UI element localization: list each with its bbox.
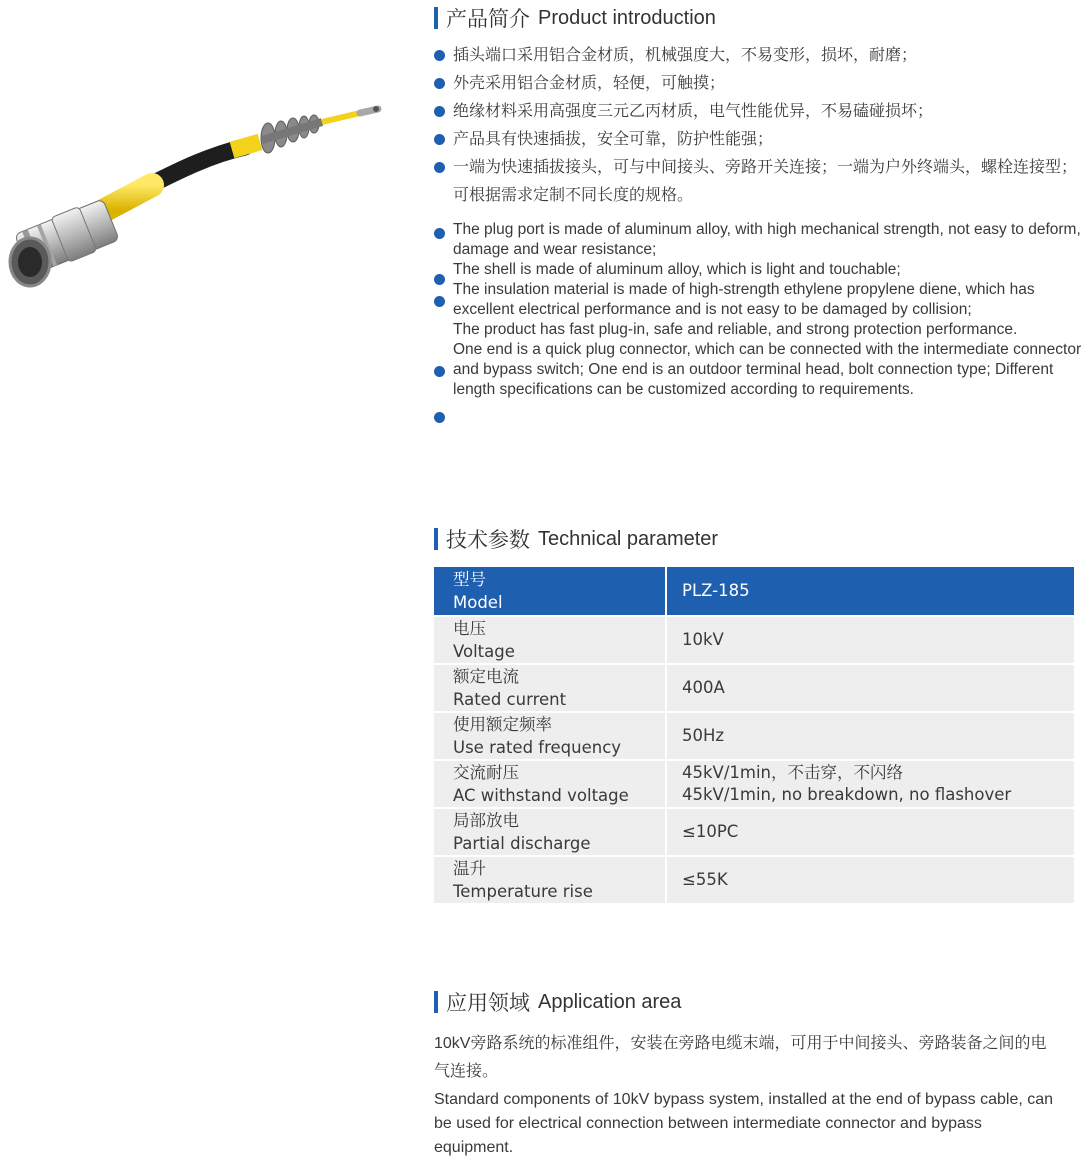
- label-cn: 使用额定频率: [453, 715, 552, 734]
- intro-en-bullets: [434, 224, 448, 464]
- label-cn: 电压: [453, 619, 486, 638]
- table-cell-label: [434, 617, 667, 665]
- label-en: Partial discharge: [453, 834, 591, 853]
- table-cell-value: [667, 857, 1074, 905]
- section-title-cn: 技术参数: [446, 529, 530, 552]
- list-item: 外壳采用铝合金材质，轻便，可触摸；: [434, 70, 1084, 98]
- label-en: Model: [453, 593, 503, 612]
- list-item: 产品具有快速插拔，安全可靠，防护性能强；: [434, 126, 1084, 154]
- list-item: 插头端口采用铝合金材质，机械强度大，不易变形，损坏，耐磨；: [434, 42, 1084, 70]
- section-title-en: Technical parameter: [538, 527, 719, 550]
- list-item: The shell is made of aluminum alloy, which is light and touchable;: [453, 261, 901, 278]
- bullet-dot: [434, 274, 445, 285]
- label-en: Temperature rise: [453, 882, 593, 901]
- list-item: 绝缘材料采用高强度三元乙丙材质，电气性能优异，不易磕碰损坏；: [434, 98, 1084, 126]
- table-cell-label: [434, 857, 667, 905]
- list-item: 一端为快速插拔接头，可与中间接头、旁路开关连接；一端为户外终端头，螺栓连接型；可根据需求定制不同长度的规格。: [434, 154, 1084, 210]
- intro-en-list: [453, 220, 1083, 400]
- table-cell-value: [667, 617, 1074, 665]
- label-cn: 额定电流: [453, 667, 519, 686]
- table-cell-label: [434, 809, 667, 857]
- product-image: [0, 100, 400, 300]
- section-title-tech: [434, 526, 718, 552]
- title-accent-bar: [434, 528, 438, 550]
- value-line: ≤55K: [682, 870, 728, 889]
- table-cell-label: [434, 567, 667, 617]
- value-line: 45kV/1min, no breakdown, no flashover: [682, 785, 1012, 804]
- value-line: ≤10PC: [682, 822, 739, 841]
- section-title-en: Product introduction: [538, 6, 716, 29]
- parameter-table: [434, 567, 1074, 905]
- application-text-en: Standard components of 10kV bypass system, installed at the end of bypass cable, can be used for electrical connection between intermediate connector and bypass equipment.: [434, 1091, 1054, 1156]
- table-cell-value: [667, 761, 1074, 809]
- table-row: [434, 809, 1074, 857]
- label-cn: 局部放电: [453, 811, 519, 830]
- label-cn: 交流耐压: [453, 763, 519, 782]
- table-cell-label: [434, 665, 667, 713]
- section-title-intro: [434, 5, 716, 31]
- section-title-application: [434, 989, 681, 1015]
- label-en: Voltage: [453, 642, 515, 661]
- bullet-dot: [434, 366, 445, 377]
- list-item: The product has fast plug-in, safe and reliable, and strong protection performance.: [453, 321, 1018, 338]
- title-accent-bar: [434, 991, 438, 1013]
- table-cell-value: [667, 713, 1074, 761]
- bullet-dot: [434, 412, 445, 423]
- intro-cn-list: [434, 42, 1084, 210]
- table-row: [434, 617, 1074, 665]
- table-row: [434, 761, 1074, 809]
- label-cn: 温升: [453, 859, 486, 878]
- value-line: 400A: [682, 678, 725, 697]
- table-cell-value: [667, 809, 1074, 857]
- table-row: [434, 713, 1074, 761]
- label-cn: 型号: [453, 570, 486, 589]
- label-en: Use rated frequency: [453, 738, 622, 757]
- label-en: Rated current: [453, 690, 567, 709]
- section-title-cn: 产品简介: [446, 8, 530, 31]
- value-line: 50Hz: [682, 726, 725, 745]
- value-line: 10kV: [682, 630, 724, 649]
- table-cell-value: [667, 665, 1074, 713]
- table-row: [434, 665, 1074, 713]
- table-row: [434, 857, 1074, 905]
- list-item: The insulation material is made of high-strength ethylene propylene diene, which has excellent electrical performance and is not easy to be damaged by collision;: [453, 281, 1035, 318]
- bullet-dot: [434, 296, 445, 307]
- list-item: The plug port is made of aluminum alloy, with high mechanical strength, not easy to deform, damage and wear resistance;: [453, 221, 1081, 258]
- table-cell-label: [434, 713, 667, 761]
- label-en: AC withstand voltage: [453, 786, 629, 805]
- title-accent-bar: [434, 7, 438, 29]
- table-header-row: [434, 567, 1074, 617]
- section-title-cn: 应用领域: [446, 992, 530, 1015]
- application-text-cn: 10kV旁路系统的标准组件，安装在旁路电缆末端，可用于中间接头、旁路装备之间的电气连接。: [434, 1035, 1047, 1080]
- value-line: 45kV/1min，不击穿，不闪络: [682, 763, 904, 782]
- list-item: One end is a quick plug connector, which can be connected with the intermediate connector and bypass switch; One end is an outdoor terminal head, bolt connection type; Different length specifications can be customized according to requirements.: [453, 341, 1082, 398]
- table-cell-label: [434, 761, 667, 809]
- table-cell-value: PLZ-185: [667, 567, 1074, 617]
- section-title-en: Application area: [538, 990, 682, 1013]
- bullet-dot: [434, 228, 445, 239]
